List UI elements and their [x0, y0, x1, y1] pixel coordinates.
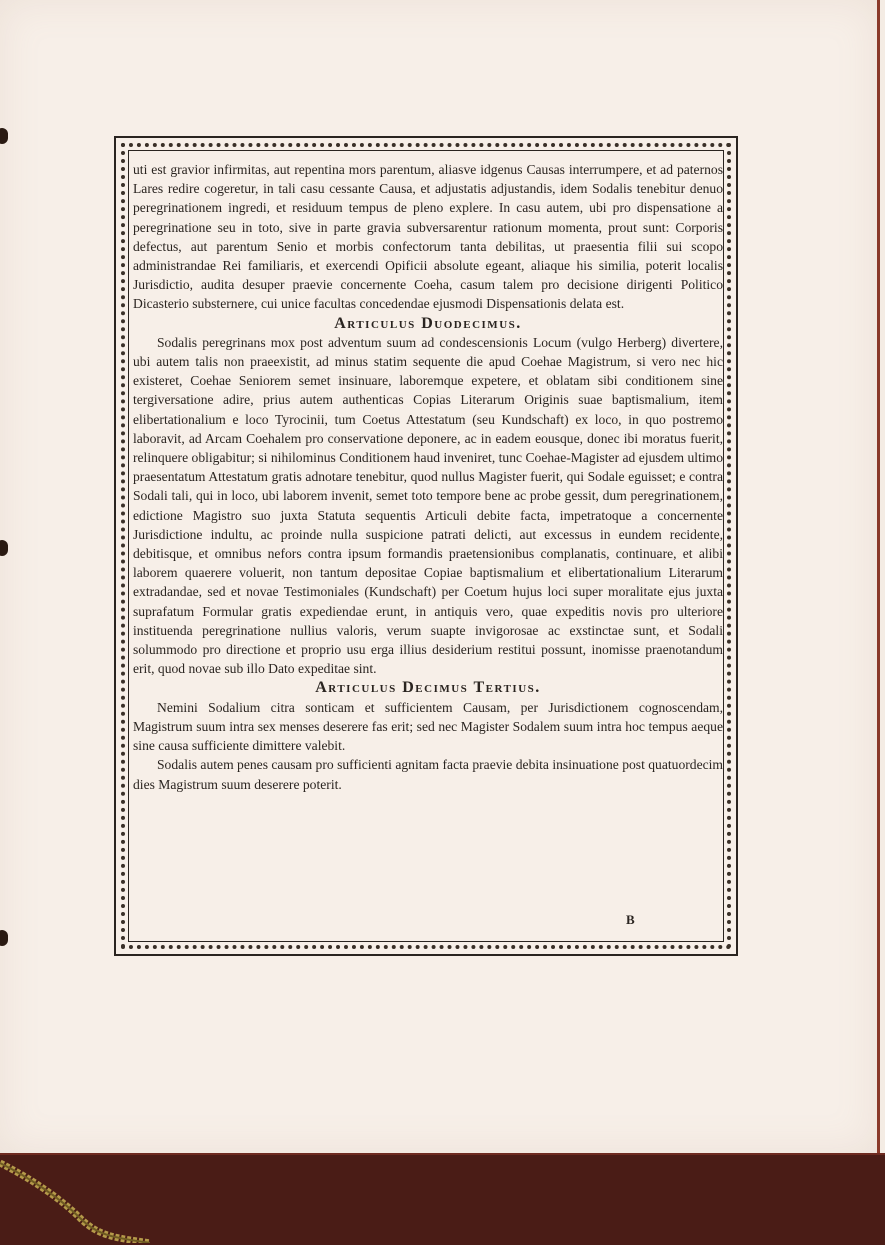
binding-hole: [0, 128, 8, 144]
paragraph-articulus-13a: Nemini Sodalium citra sonticam et sufficientem Causam, per Jurisdictionem cognoscendam, Magistrum suum intra sex menses deserere fas erit; sed nec Magister Sodalem suum intra hoc tempus aeque sine causa sufficiente dimittere valebit.: [133, 699, 723, 754]
binding-hole: [0, 540, 8, 556]
paragraph-articulus-13b: Sodalis autem penes causam pro sufficienti agnitam facta praevie debita insinuatione post quatuordecim dies Magistrum suum deserere poterit.: [133, 757, 723, 792]
text-block: [133, 160, 723, 794]
paragraph-articulus-12: Sodalis peregrinans mox post adventum suum ad condescensionis Locum (vulgo Herberg) divertere, ubi autem talis non praeexistit, ad minus statim sequente die apud Coehae Magistrum, si vero nec hic existeret, Coehae Seniorem semet insinuare, laboremque expetere, et oblatam sibi conditionem sine tergiversatione adire, prius autem authenticas Copias Literarum Originis suae baptismalium, item elibertationalium e loco Tyrocinii, tum Coetus Attestatum (seu Kundschaft) ex loco, in quo postremo laboravit, ad Arcam Coehalem pro conservatione deponere, ac in eadem eousque, donec ibi moratus fuerit, relinquere obligabitur; si nihilominus Conditionem haud inveniret, tunc Coehae-Magister ad ejusdem ultimo praesentatum Attestatum gratis adnotare tenebitur, quod nullus Magister fuerit, qui Sodale eguisset; e contra Sodali tali, qui in loco, ubi laborem invenit, semet toto tempore bene ac probe gessit, dum peregrinationem, edictione Magistro suo juxta Statuta sequentis Articuli debite facta, impetratoque a concernente Jurisdictione indultu, ac proinde nulla suspicione patrati delicti, aut excessus in eundem recidente, debitisque, et omnibus nefors contra ipsum formandis praetensionibus complanatis, continuare, et alibi laborem quaerere voluerit, non tantum depositae Copiae baptismalium et elibertationalium Literarum extradandae, sed et novae Testimoniales (Kundschaft) per Coetum hujus loci super moralitate ejus juxta suprafatum Formular gratis expediendae erunt, in antiquis vero, quae expeditis novis pro ulteriore instituenda peregrinatione nullius valoris, verum suapte invigorosae ac exstinctae sunt, et Sodali solummodo pro directione et proprio usu erga illius desiderium restitui possunt, inomisse praenotandum erit, quod novae sub illo Dato expeditae sint.: [133, 334, 723, 677]
heading-articulus-duodecimus: Articulus Duodecimus.: [334, 314, 522, 332]
binding-cord-icon: [0, 1158, 150, 1243]
signature-mark: B: [626, 912, 635, 927]
heading-articulus-decimus-tertius: Articulus Decimus Tertius.: [315, 679, 541, 697]
paragraph-continuation: uti est gravior infirmitas, aut repentina mors parentum, aliasve idgenus Causas interrumpere, et ad paternos Lares redire cogeretur, in tali casu cessante Causa, et adjustatis adjustandis, idem Sodalis tenebitur denuo peregrinationem ingredi, et residuum tempus de pleno explere. In casu autem, ubi pro dispensatione a peregrinatione seu in toto, sive in parte gravia subversarentur rationum momenta, prout sunt: Corporis defectus, aut parentum Senio et morbis confectorum tanta debilitas, ut praesentia filii sui scopo administrandae Rei familiaris, et exercendi Opificii absolute egeant, aliaque his similia, poterit localis Jurisdictio, audita desuper praevie concernente Coeha, casum talem pro decisione dirigenti Politico Dicasterio substernere, cui unice facultas concedendae ejusmodi Dispensationis delata est.: [133, 162, 723, 312]
binding-hole: [0, 930, 8, 946]
